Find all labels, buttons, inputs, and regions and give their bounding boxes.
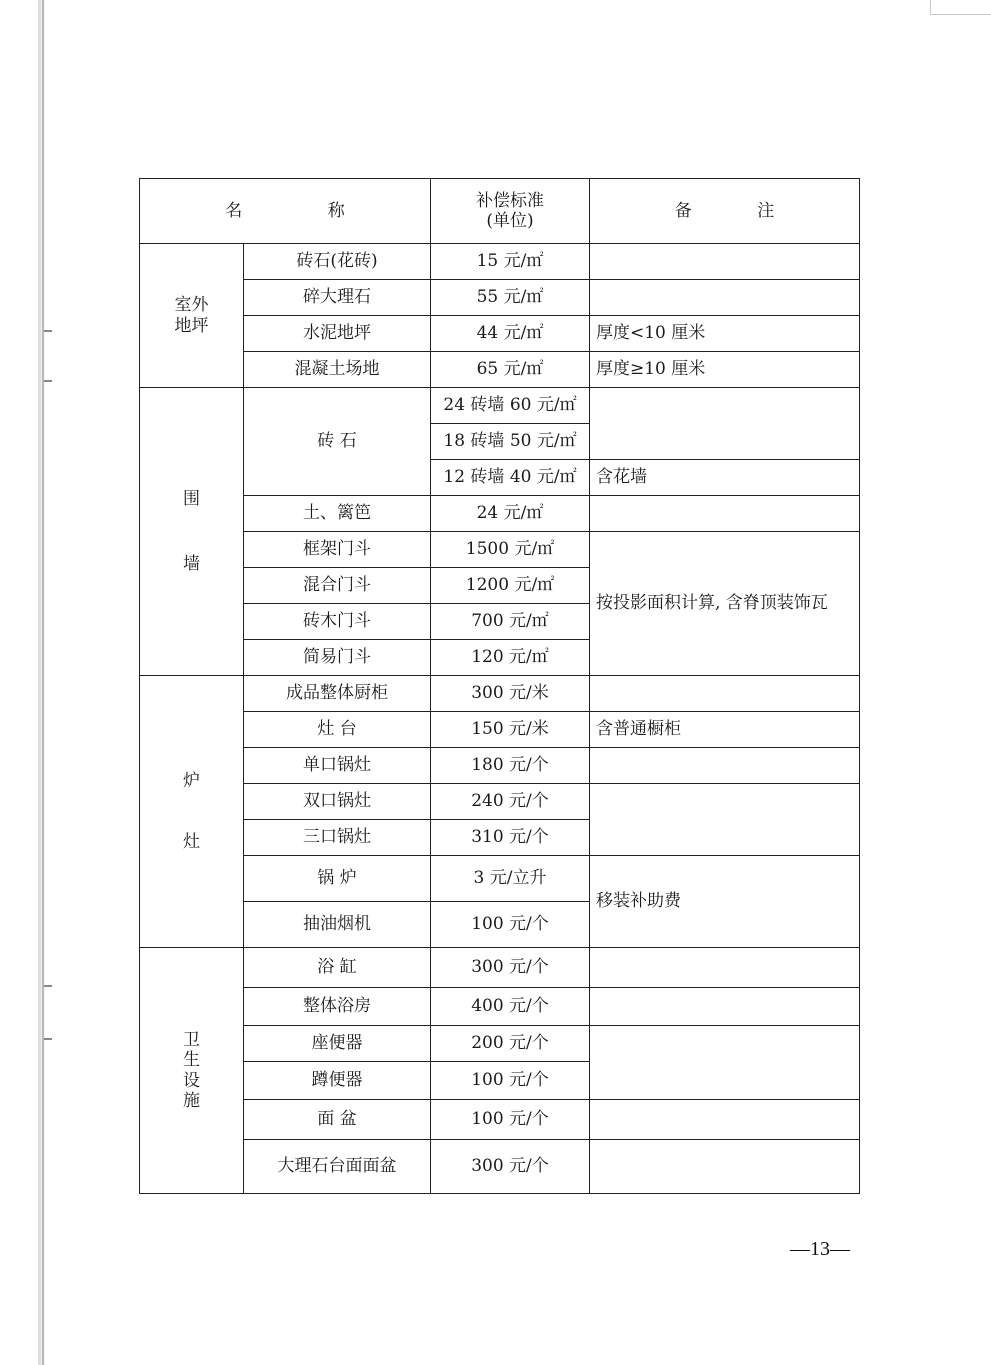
table-row — [140, 948, 860, 988]
item-name: 框架门斗 — [244, 532, 431, 568]
table-row — [140, 244, 860, 280]
item-name: 灶 台 — [244, 712, 431, 748]
item-standard: 24 元/㎡ — [431, 496, 590, 532]
category-line: 生 — [183, 1050, 200, 1071]
item-standard: 1500 元/㎡ — [431, 532, 590, 568]
edge-mark — [44, 985, 52, 987]
table-header-row — [140, 179, 860, 244]
category-cell — [140, 388, 244, 676]
item-name: 碎大理石 — [244, 280, 431, 316]
item-standard: 180 元/个 — [431, 748, 590, 784]
item-name: 成品整体厨柜 — [244, 676, 431, 712]
item-note — [590, 1100, 860, 1140]
item-note: 厚度<10 厘米 — [590, 316, 860, 352]
header-standard-line2: (单位) — [486, 211, 534, 231]
item-note: 移装补助费 — [590, 856, 860, 948]
table-row — [140, 1100, 860, 1140]
table-row — [140, 496, 860, 532]
category-line: 施 — [183, 1090, 200, 1111]
category-line: 炉 — [183, 771, 200, 792]
item-standard: 300 元/米 — [431, 676, 590, 712]
item-note — [590, 676, 860, 712]
item-note — [590, 1140, 860, 1194]
scan-corner-mark — [930, 0, 991, 15]
item-standard: 240 元/个 — [431, 784, 590, 820]
header-standard-line1: 补偿标准 — [476, 190, 544, 211]
item-note: 含花墙 — [590, 460, 860, 496]
table-row — [140, 316, 860, 352]
item-name: 混合门斗 — [244, 568, 431, 604]
header-name: 名 称 — [140, 179, 431, 244]
item-standard: 400 元/个 — [431, 988, 590, 1026]
item-note — [590, 1026, 860, 1100]
category-line: 围 — [183, 489, 200, 510]
item-name: 锅 炉 — [244, 856, 431, 902]
item-note: 含普通橱柜 — [590, 712, 860, 748]
table-row — [140, 532, 860, 568]
table-row — [140, 712, 860, 748]
item-standard: 44 元/㎡ — [431, 316, 590, 352]
category-line: 地坪 — [174, 315, 209, 336]
item-standard: 24 砖墙 60 元/㎡ — [431, 388, 590, 424]
page-number: —13— — [790, 1238, 850, 1260]
table-row — [140, 748, 860, 784]
category-line: 设 — [183, 1070, 200, 1091]
item-name: 双口锅灶 — [244, 784, 431, 820]
category-spacer — [140, 510, 243, 554]
item-name: 面 盆 — [244, 1100, 431, 1140]
table-row — [140, 856, 860, 902]
item-note — [590, 948, 860, 988]
category-line: 卫 — [183, 1029, 200, 1050]
table-row — [140, 784, 860, 820]
item-name: 简易门斗 — [244, 640, 431, 676]
item-standard: 200 元/个 — [431, 1026, 590, 1062]
item-name: 座便器 — [244, 1026, 431, 1062]
item-note — [590, 496, 860, 532]
category-line: 墙 — [183, 553, 200, 574]
item-note: 按投影面积计算, 含脊顶装饰瓦 — [590, 532, 860, 676]
table-row — [140, 1026, 860, 1062]
item-standard: 100 元/个 — [431, 1100, 590, 1140]
item-standard: 120 元/㎡ — [431, 640, 590, 676]
scan-edge-line — [42, 0, 44, 1365]
item-name: 单口锅灶 — [244, 748, 431, 784]
header-standard — [431, 179, 590, 244]
item-name: 砖木门斗 — [244, 604, 431, 640]
category-cell — [140, 244, 244, 388]
item-note — [590, 388, 860, 460]
item-name: 混凝土场地 — [244, 352, 431, 388]
item-standard: 700 元/㎡ — [431, 604, 590, 640]
edge-mark — [44, 330, 52, 332]
category-line: 室外 — [174, 295, 209, 316]
item-standard: 150 元/米 — [431, 712, 590, 748]
category-line: 灶 — [183, 831, 200, 852]
item-standard: 3 元/立升 — [431, 856, 590, 902]
item-standard: 55 元/㎡ — [431, 280, 590, 316]
item-note — [590, 244, 860, 280]
table-row — [140, 280, 860, 316]
item-note — [590, 784, 860, 856]
item-standard: 18 砖墙 50 元/㎡ — [431, 424, 590, 460]
item-name: 土、篱笆 — [244, 496, 431, 532]
item-name: 浴 缸 — [244, 948, 431, 988]
item-standard: 300 元/个 — [431, 948, 590, 988]
table-row — [140, 676, 860, 712]
item-standard: 300 元/个 — [431, 1140, 590, 1194]
item-name: 砖 石 — [244, 388, 431, 496]
item-standard: 310 元/个 — [431, 820, 590, 856]
item-standard: 15 元/㎡ — [431, 244, 590, 280]
edge-mark — [44, 380, 52, 382]
compensation-table — [139, 178, 860, 1194]
table-row — [140, 352, 860, 388]
item-name: 蹲便器 — [244, 1062, 431, 1100]
item-standard: 12 砖墙 40 元/㎡ — [431, 460, 590, 496]
item-standard: 100 元/个 — [431, 902, 590, 948]
table-row — [140, 388, 860, 424]
item-name: 整体浴房 — [244, 988, 431, 1026]
item-standard: 100 元/个 — [431, 1062, 590, 1100]
item-note — [590, 988, 860, 1026]
item-standard: 65 元/㎡ — [431, 352, 590, 388]
table-row — [140, 1140, 860, 1194]
table-row — [140, 988, 860, 1026]
item-standard: 1200 元/㎡ — [431, 568, 590, 604]
item-name: 砖石(花砖) — [244, 244, 431, 280]
item-note: 厚度≥10 厘米 — [590, 352, 860, 388]
header-note: 备 注 — [590, 179, 860, 244]
item-name: 大理石台面面盆 — [244, 1140, 431, 1194]
category-cell — [140, 676, 244, 948]
item-note — [590, 280, 860, 316]
item-note — [590, 748, 860, 784]
category-spacer — [140, 792, 243, 832]
item-name: 抽油烟机 — [244, 902, 431, 948]
item-name: 水泥地坪 — [244, 316, 431, 352]
category-cell — [140, 948, 244, 1194]
item-name: 三口锅灶 — [244, 820, 431, 856]
edge-mark — [44, 1038, 52, 1040]
